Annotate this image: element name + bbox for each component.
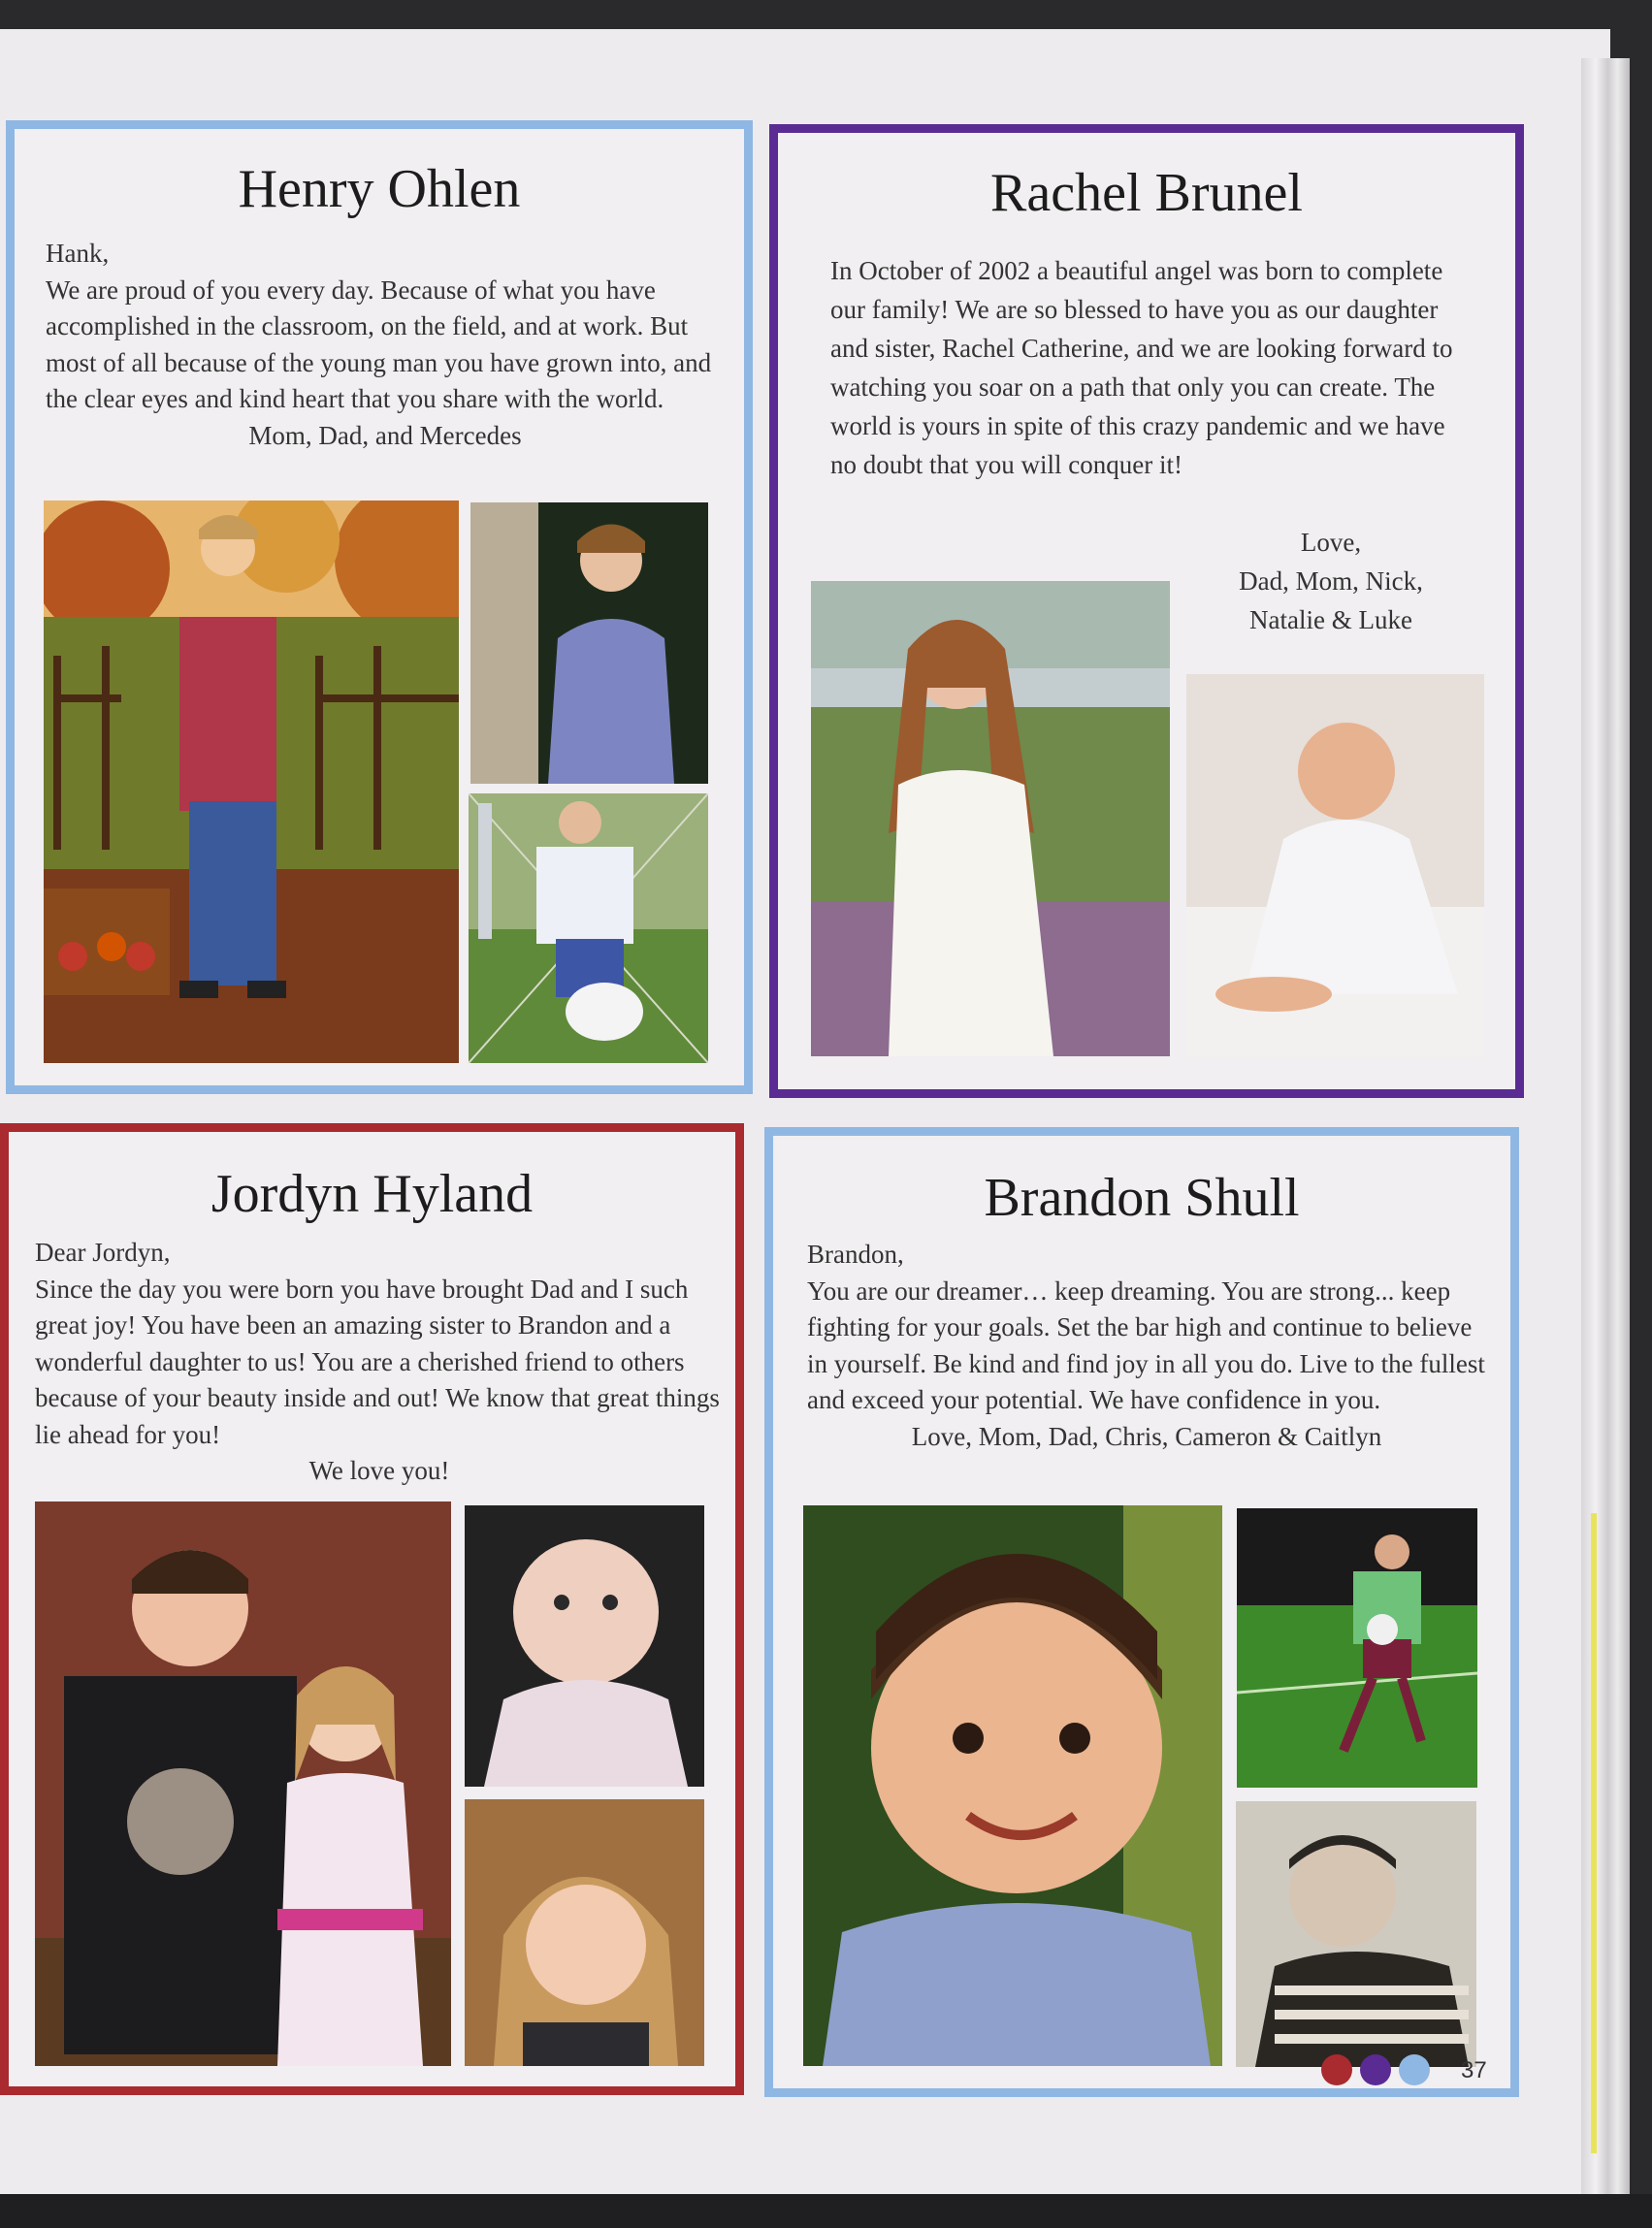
panel-jordyn-hyland bbox=[0, 1123, 744, 2095]
dedication-message bbox=[35, 1235, 724, 1490]
page-tab-marker bbox=[1591, 1513, 1597, 2153]
dot-red bbox=[1321, 2054, 1352, 2085]
signature-line-2: Natalie & Luke bbox=[1249, 605, 1412, 634]
photo-soccer bbox=[1237, 1508, 1477, 1788]
photo-senior-portrait bbox=[811, 581, 1170, 1056]
dot-purple bbox=[1360, 2054, 1391, 2085]
panel-title: Brandon Shull bbox=[984, 1168, 1300, 1228]
photo-teen-portrait bbox=[470, 502, 708, 784]
greeting: Brandon, bbox=[807, 1240, 904, 1269]
greeting: Dear Jordyn, bbox=[35, 1238, 171, 1267]
photo-siblings bbox=[35, 1501, 451, 2066]
panel-rachel-brunel bbox=[769, 124, 1524, 1098]
signature: We love you! bbox=[308, 1456, 450, 1485]
photo-young-girl bbox=[465, 1799, 704, 2066]
bottom-shadow bbox=[0, 2194, 1652, 2228]
photo-baby bbox=[1186, 674, 1484, 1057]
message-body: You are our dreamer… keep dreaming. You are strong... keep fighting for your goals. Set the bar high and continue to believe in yourself. Be kind and find joy in all you do. Live to the fullest and exceed your potential. We have confidence in you. bbox=[807, 1275, 1485, 1414]
dedication-message bbox=[807, 1237, 1486, 1455]
signature-block bbox=[1215, 523, 1447, 639]
panel-henry-ohlen bbox=[6, 120, 753, 1094]
photo-toddler-closeup bbox=[803, 1505, 1222, 2066]
panel-title: Henry Ohlen bbox=[238, 159, 521, 219]
photo-baby-brandon bbox=[1236, 1801, 1476, 2067]
signature-love: Love, bbox=[1300, 528, 1362, 557]
photo-lacrosse bbox=[469, 793, 708, 1063]
panel-brandon-shull bbox=[764, 1127, 1519, 2097]
page-number: 37 bbox=[1461, 2057, 1487, 2083]
dot-light-blue bbox=[1399, 2054, 1430, 2085]
photo-child-autumn bbox=[44, 500, 459, 1063]
message-body: We are proud of you every day. Because of what you have accomplished in the classroom, on the field, and at work. But most of all because of the young man you have grown into, and the clear eyes and kind heart that you share with the world. bbox=[46, 274, 712, 413]
dedication-message bbox=[46, 236, 725, 454]
message-body: Since the day you were born you have brought Dad and I such great joy! You have been an amazing sister to Brandon and a wonderful daughter to us! You are a cherished friend to others because of your beauty inside and out! We know that great things lie ahead for you! bbox=[35, 1274, 720, 1449]
message-body: In October of 2002 a beautiful angel was born to complete our family! We are so blessed to have you as our daughter and sister, Rachel Catherine, and we are looking forward to watching you soar on a path that only you can create. The world is yours in spite of this crazy pandemic and we have no doubt that you will conquer it! bbox=[830, 256, 1453, 479]
page-edge bbox=[1581, 58, 1630, 2202]
panel-title: Jordyn Hyland bbox=[211, 1164, 534, 1224]
signature-line-1: Dad, Mom, Nick, bbox=[1239, 566, 1423, 596]
dedication-message bbox=[830, 251, 1471, 484]
photo-baby-jordyn bbox=[465, 1505, 704, 1787]
panel-title: Rachel Brunel bbox=[990, 163, 1303, 223]
signature: Mom, Dad, and Mercedes bbox=[248, 420, 522, 450]
signature: Love, Mom, Dad, Chris, Cameron & Caitlyn bbox=[911, 1421, 1382, 1451]
greeting: Hank, bbox=[46, 239, 110, 268]
